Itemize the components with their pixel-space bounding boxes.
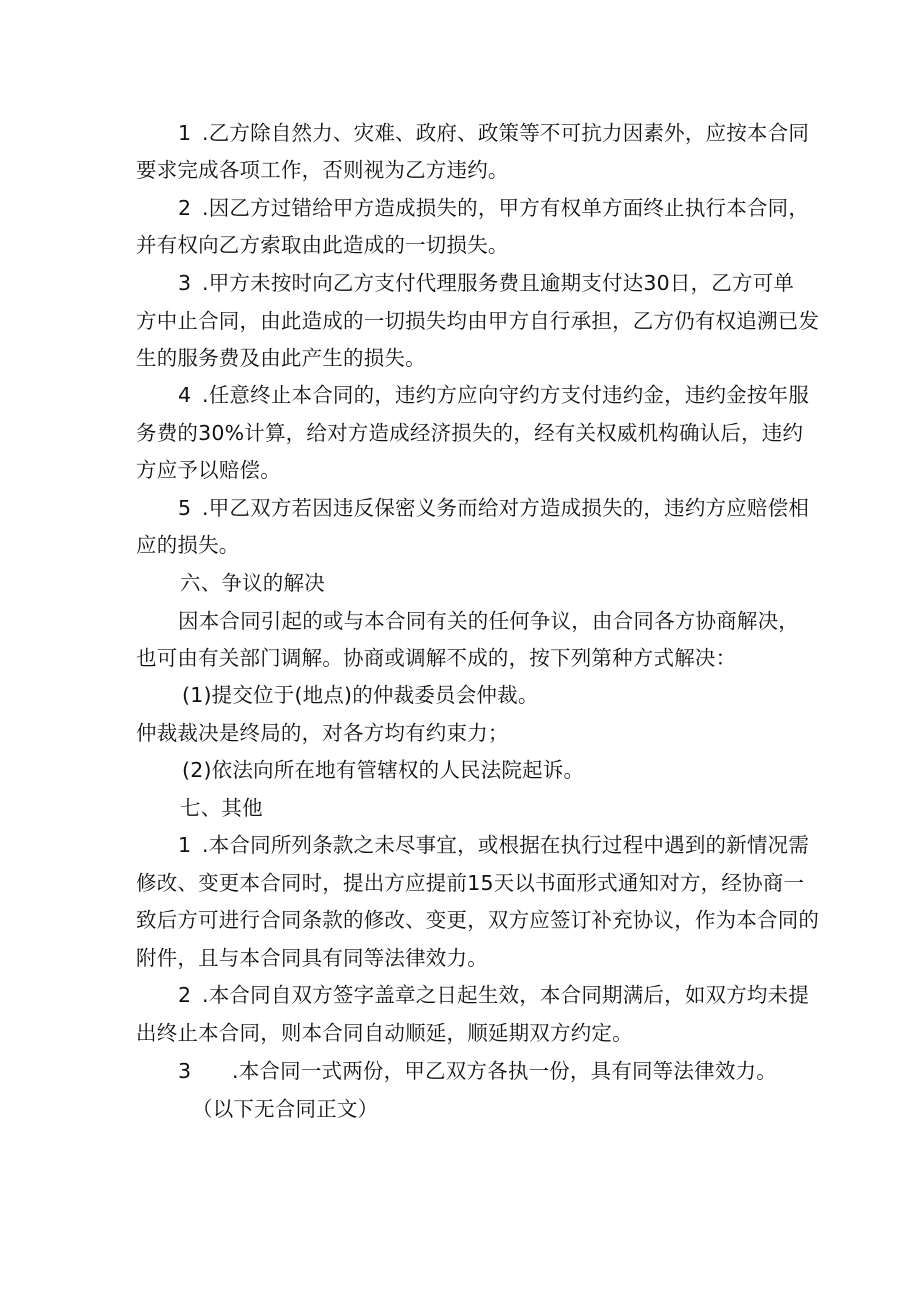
clause-text: 致后方可进行合同条款的修改、变更，双方应签订补充协议，作为本合同的 [136,908,820,932]
section-heading-other: 七、其他 [180,796,263,820]
clause-3-line-2 [136,311,819,332]
other-clause-1-line-2 [136,873,804,894]
clause-text: 要求完成各项工作，否则视为乙方违约。 [136,158,509,182]
clause-text: 并有权向乙方索取由此造成的一切损失。 [136,233,509,257]
clause-number: 2 [178,196,192,220]
clause-2-line-2 [136,235,509,256]
clause-text: 方中止合同，由此造成的一切损失均由甲方自行承担，乙方仍有权追溯已发 [136,309,820,333]
clause-4-line-1 [178,385,809,406]
dispute-option-2: (2)依法向所在地有管辖权的人民法院起诉。 [182,758,585,782]
clause-5-line-1 [178,498,809,519]
clause-number: 4 [178,383,192,407]
other-clause-1-line-4 [136,948,488,969]
clause-number: 1 [178,833,192,857]
end-note: （以下无合同正文） [192,1097,379,1121]
other-clause-3-line-1 [178,1061,777,1082]
clause-1-line-1 [178,123,809,144]
clause-text: .任意终止本合同的，违约方应向守约方支付违约金，违约金按年服 [202,383,810,407]
clause-text: 方应予以赔偿。 [136,458,281,482]
clause-3-line-1 [178,273,794,294]
clause-4-line-3 [136,460,281,481]
clause-1-line-2 [136,160,509,181]
dispute-option-1-note: 仲裁裁决是终局的，对各方均有约束力； [136,721,509,745]
clause-2-line-1 [178,198,809,219]
clause-text: .甲方未按时向乙方支付代理服务费且逾期支付达30日，乙方可单 [202,271,795,295]
other-clause-1-line-3 [136,910,819,931]
clause-text: .本合同所列条款之未尽事宜，或根据在执行过程中遇到的新情况需 [202,833,810,857]
clause-text: 附件，且与本合同具有同等法律效力。 [136,946,488,970]
clause-text: .甲乙双方若因违反保密义务而给对方造成损失的，违约方应赔偿相 [202,496,810,520]
clause-5-line-2 [136,535,240,556]
clause-text: .本合同一式两份，甲乙双方各执一份，具有同等法律效力。 [232,1059,777,1083]
clause-number: 2 [178,983,192,1007]
other-clause-2-line-1 [178,985,809,1006]
clause-4-line-2 [136,423,803,444]
clause-text: 出终止本合同，则本合同自动顺延，顺延期双方约定。 [136,1021,633,1045]
other-clause-2-line-2 [136,1023,633,1044]
clause-text: 修改、变更本合同时，提出方应提前15天以书面形式通知对方，经协商一 [136,871,805,895]
clause-number: 3 [178,1059,192,1083]
dispute-option-1: (1)提交位于(地点)的仲裁委员会仲裁。 [182,683,539,707]
clause-number: 5 [178,496,192,520]
clause-number: 1 [178,121,192,145]
dispute-paragraph-line-2: 也可由有关部门调解。协商或调解不成的，按下列第种方式解决： [136,646,737,670]
other-clause-1-line-1 [178,835,809,856]
clause-text: 生的服务费及由此产生的损失。 [136,346,426,370]
dispute-paragraph-line-1: 因本合同引起的或与本合同有关的任何争议，由合同各方协商解决， [178,609,799,633]
section-heading-dispute: 六、争议的解决 [180,571,325,595]
clause-text: .乙方除自然力、灾难、政府、政策等不可抗力因素外，应按本合同 [202,121,810,145]
clause-number: 3 [178,271,192,295]
clause-text: 应的损失。 [136,533,240,557]
clause-3-line-3 [136,348,426,369]
clause-text: .本合同自双方签字盖章之日起生效，本合同期满后，如双方均未提 [202,983,810,1007]
clause-text: 务费的30%计算，给对方造成经济损失的，经有关权威机构确认后，违约 [136,421,804,445]
clause-text: .因乙方过错给甲方造成损失的，甲方有权单方面终止执行本合同， [202,196,810,220]
